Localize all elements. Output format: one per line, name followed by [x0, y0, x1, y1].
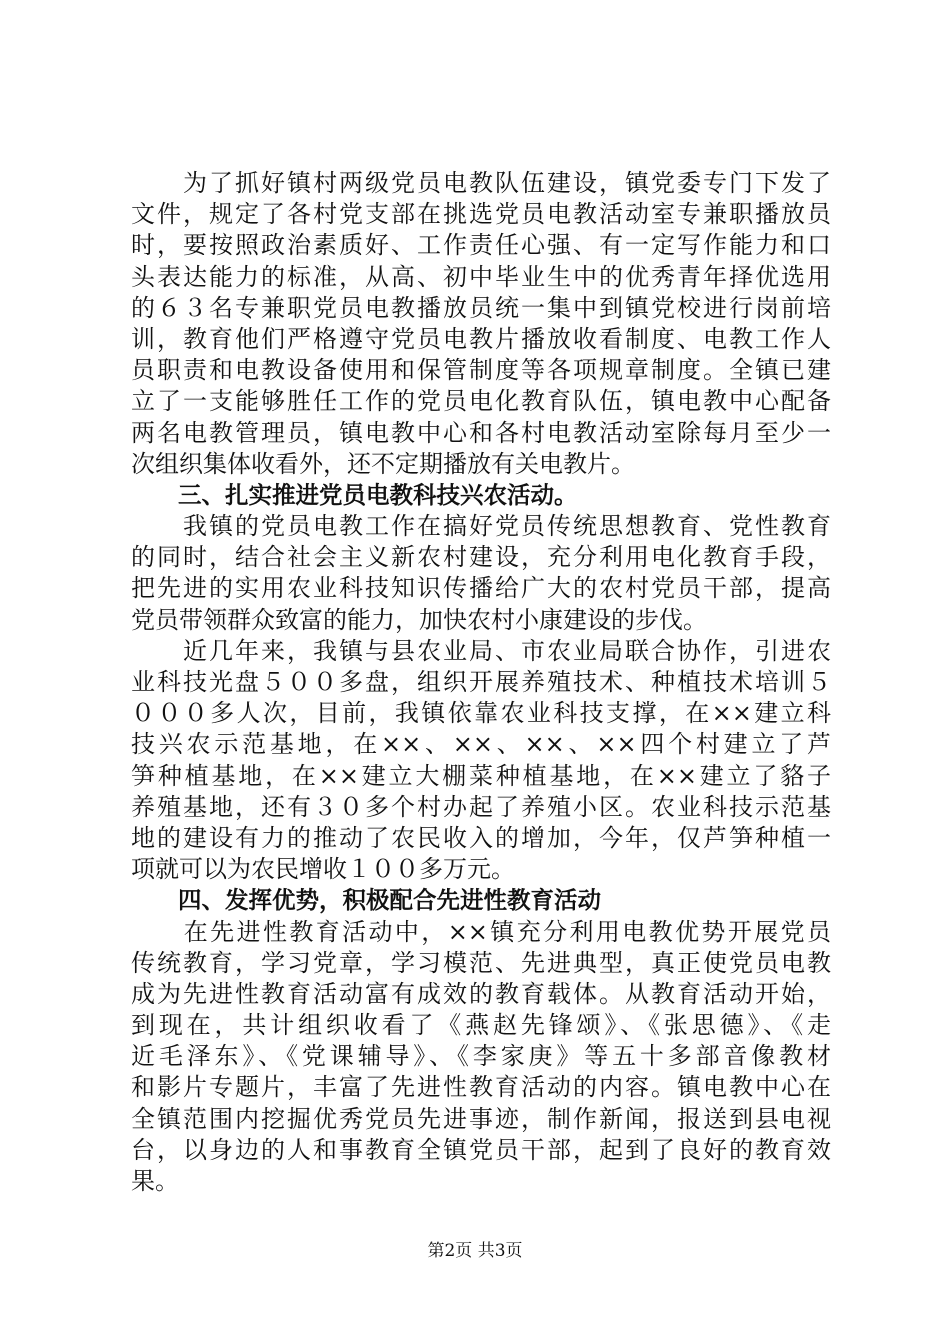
text-line: 笋种植基地，在××建立大棚菜种植基地，在××建立了貉子 — [131, 761, 831, 790]
text-line: 我镇的党员电教工作在搞好党员传统思想教育、党性教育 — [131, 512, 831, 541]
text-line: 两名电教管理员，镇电教中心和各村电教活动室除每月至少一 — [131, 418, 831, 447]
text-line: 为了抓好镇村两级党员电教队伍建设，镇党委专门下发了 — [131, 169, 831, 197]
section-heading: 四、发挥优势，积极配合先进性教育活动 — [131, 886, 601, 915]
text-line: 成为先进性教育活动富有成效的教育载体。从教育活动开始， — [131, 979, 831, 1008]
text-line: 员职责和电教设备使用和保管制度等各项规章制度。全镇已建 — [131, 356, 831, 385]
text-line: 全镇范围内挖掘优秀党员先进事迹，制作新闻，报送到县电视 — [131, 1104, 831, 1133]
text-line: 近几年来，我镇与县农业局、市农业局联合协作，引进农 — [131, 636, 831, 665]
text-line: 的６３名专兼职党员电教播放员统一集中到镇党校进行岗前培 — [131, 293, 831, 322]
text-line: 和影片专题片，丰富了先进性教育活动的内容。镇电教中心在 — [131, 1073, 831, 1102]
document-body — [131, 168, 831, 1197]
text-line: 养殖基地，还有３０多个村办起了养殖小区。农业科技示范基 — [131, 792, 831, 821]
text-line: 项就可以为农民增收１００多万元。 — [131, 855, 515, 884]
text-line: 果。 — [131, 1167, 179, 1195]
text-line: 在先进性教育活动中，××镇充分利用电教优势开展党员 — [131, 917, 831, 946]
text-line: 训，教育他们严格遵守党员电教片播放收看制度、电教工作人 — [131, 324, 831, 353]
text-line: 技兴农示范基地，在××、××、××、××四个村建立了芦 — [131, 730, 831, 759]
text-line: ０００多人次，目前，我镇依靠农业科技支撑，在××建立科 — [131, 699, 831, 728]
text-line: 到现在，共计组织收看了《燕赵先锋颂》、《张思德》、《走 — [131, 1011, 831, 1040]
text-line: 次组织集体收看外，还不定期播放有关电教片。 — [131, 449, 635, 478]
section-heading: 三、扎实推进党员电教科技兴农活动。 — [131, 480, 578, 509]
text-line: 业科技光盘５００多盘，组织开展养殖技术、种植技术培训５ — [131, 668, 831, 696]
text-line: 立了一支能够胜任工作的党员电化教育队伍，镇电教中心配备 — [131, 387, 831, 416]
text-line: 头表达能力的标准，从高、初中毕业生中的优秀青年择优选用 — [131, 262, 831, 291]
text-line: 传统教育，学习党章，学习模范、先进典型，真正使党员电教 — [131, 948, 831, 977]
text-line: 把先进的实用农业科技知识传播给广大的农村党员干部，提高 — [131, 574, 831, 603]
text-line: 的同时，结合社会主义新农村建设，充分利用电化教育手段， — [131, 543, 831, 572]
text-line: 台，以身边的人和事教育全镇党员干部，起到了良好的教育效 — [131, 1135, 831, 1164]
text-line: 时，要按照政治素质好、工作责任心强、有一定写作能力和口 — [131, 231, 831, 260]
text-line: 近毛泽东》、《党课辅导》、《李家庚》等五十多部音像教材 — [131, 1042, 831, 1071]
text-line: 文件，规定了各村党支部在挑选党员电教活动室专兼职播放员 — [131, 200, 831, 229]
page-footer: 第2页 共3页 — [427, 1241, 523, 1261]
text-line: 地的建设有力的推动了农民收入的增加，今年，仅芦笋种植一 — [131, 823, 831, 852]
text-line: 党员带领群众致富的能力，加快农村小康建设的步伐。 — [131, 605, 707, 634]
